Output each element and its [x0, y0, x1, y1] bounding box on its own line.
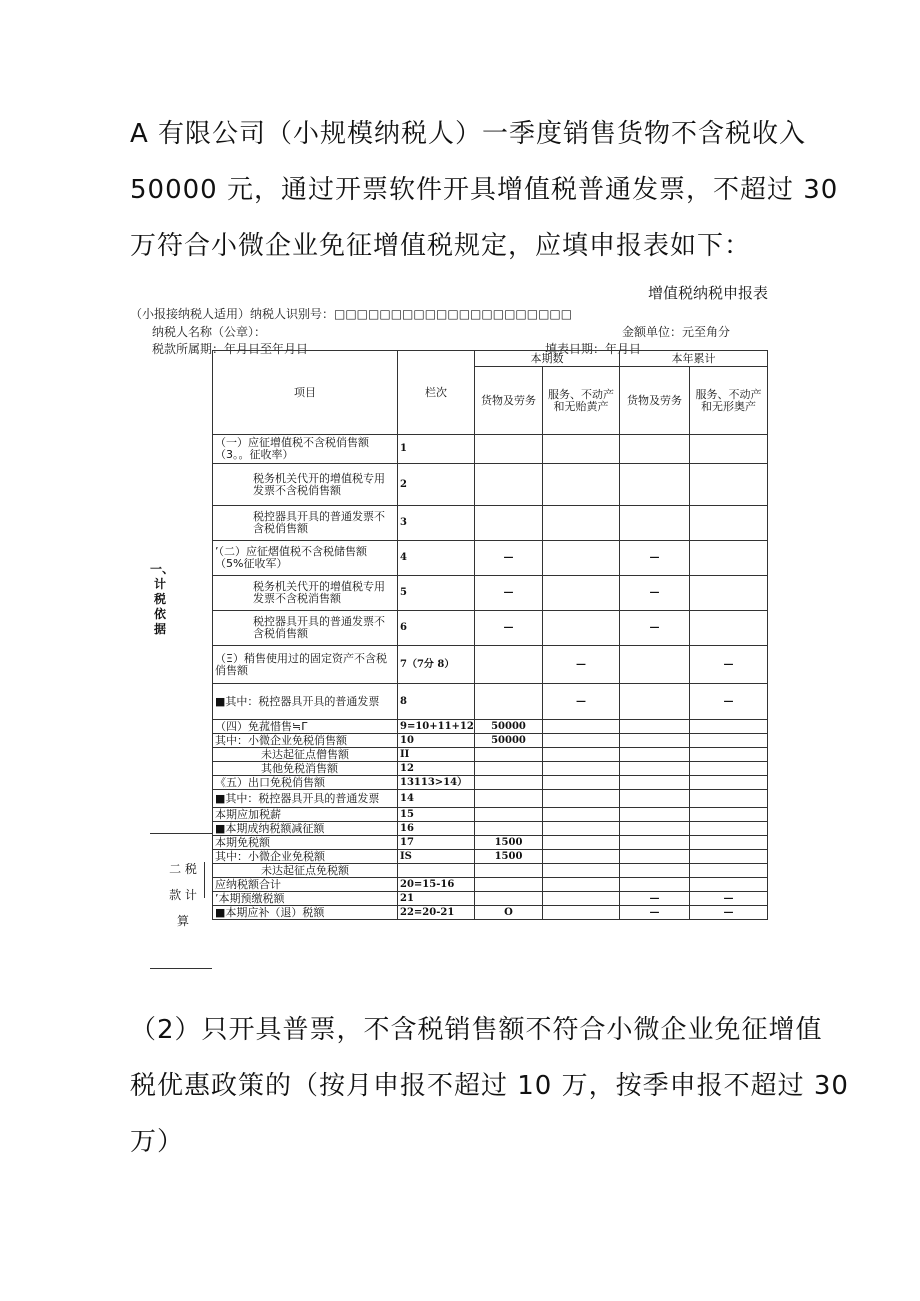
services-year-cell: [690, 762, 768, 776]
table-row: [213, 576, 768, 611]
column-no-cell: 22=20-21: [398, 906, 475, 920]
goods-current-cell: [475, 790, 543, 808]
header-services: 服务、不动产和无贻黄产: [543, 367, 620, 435]
services-current-cell: [543, 850, 620, 864]
goods-year-cell: [620, 748, 690, 762]
item-cell: 未达起征点免税额: [213, 864, 398, 878]
goods-year-cell: [620, 836, 690, 850]
goods-year-cell: [620, 864, 690, 878]
table-row: [213, 822, 768, 836]
column-no-cell: 12: [398, 762, 475, 776]
goods-current-cell: [475, 684, 543, 720]
services-year-cell: —: [690, 646, 768, 684]
table-bottom-line: [150, 968, 212, 969]
column-no-cell: 15: [398, 808, 475, 822]
item-cell: ■本期应补（退）税额: [213, 906, 398, 920]
goods-current-cell: [475, 776, 543, 790]
item-cell: 本期应加税薪: [213, 808, 398, 822]
services-year-cell: [690, 541, 768, 576]
goods-year-cell: [620, 808, 690, 822]
services-current-cell: [543, 864, 620, 878]
goods-year-cell: [620, 822, 690, 836]
period-label: 税款所属期：年月日至年月日: [152, 342, 309, 356]
column-no-cell: 7（7分 8）: [398, 646, 475, 684]
column-no-cell: 16: [398, 822, 475, 836]
services-current-cell: [543, 892, 620, 906]
table-row: [213, 808, 768, 822]
services-current-cell: [543, 790, 620, 808]
column-no-cell: II: [398, 748, 475, 762]
goods-year-cell: [620, 646, 690, 684]
header-year-total: 本年累计: [620, 351, 768, 367]
table-row: [213, 906, 768, 920]
goods-current-cell: [475, 892, 543, 906]
applicable-note: （小报接纳税人适用）纳税人识别号：□□□□□□□□□□□□□□□□□□□□□: [130, 307, 573, 321]
item-cell: （Ξ）稍售使用过的固定资产不含税俏售额: [213, 646, 398, 684]
services-current-cell: [543, 748, 620, 762]
table-row: [213, 734, 768, 748]
services-current-cell: [543, 720, 620, 734]
item-cell: ■本期成纳税额减征额: [213, 822, 398, 836]
services-current-cell: —: [543, 684, 620, 720]
services-year-cell: [690, 464, 768, 506]
goods-current-cell: [475, 435, 543, 464]
goods-year-cell: [620, 506, 690, 541]
outro-line: （2）只开具普票，不含税销售额不符合小微企业免征增值: [130, 1015, 823, 1045]
tax-return-table: [212, 350, 768, 920]
table-row: [213, 720, 768, 734]
services-current-cell: [543, 836, 620, 850]
goods-year-cell: [620, 762, 690, 776]
services-year-cell: [690, 776, 768, 790]
item-cell: 本期免税额: [213, 836, 398, 850]
services-current-cell: [543, 906, 620, 920]
goods-current-cell: 1500: [475, 850, 543, 864]
item-cell: 未达起征点僧售额: [213, 748, 398, 762]
table-row: [213, 878, 768, 892]
goods-current-cell: [475, 464, 543, 506]
goods-current-cell: —: [475, 611, 543, 646]
section2-label: 二 税 款 计算: [169, 862, 197, 928]
services-year-cell: [690, 720, 768, 734]
amount-unit: 金额单位：元至角分: [622, 325, 731, 339]
goods-year-cell: [620, 684, 690, 720]
table-row: [213, 850, 768, 864]
column-no-cell: 6: [398, 611, 475, 646]
column-no-cell: 17: [398, 836, 475, 850]
column-no-cell: [398, 864, 475, 878]
services-year-cell: [690, 822, 768, 836]
table-row: [213, 464, 768, 506]
goods-year-cell: —: [620, 906, 690, 920]
goods-year-cell: —: [620, 611, 690, 646]
header-services-year: 服务、不动产和无形奥产: [690, 367, 768, 435]
item-cell: 税务机关代开的增值税专用发票不含税俏售额: [213, 464, 398, 506]
column-no-cell: 3: [398, 506, 475, 541]
item-cell: ’（二）应征熠值税不含税储售额（5%征收军）: [213, 541, 398, 576]
table-row: [213, 892, 768, 906]
item-cell: 应纳税额合计: [213, 878, 398, 892]
item-cell: 税控器具开具的普通发票不含税俏售额: [213, 611, 398, 646]
goods-current-cell: [475, 762, 543, 776]
services-year-cell: —: [690, 684, 768, 720]
table-row: [213, 762, 768, 776]
bracket-line: [204, 862, 205, 898]
form-title: 增值税纳税申报表: [648, 284, 769, 302]
goods-current-cell: [475, 864, 543, 878]
table-row: [213, 836, 768, 850]
section-divider: [150, 833, 212, 834]
services-current-cell: [543, 611, 620, 646]
services-current-cell: [543, 464, 620, 506]
services-current-cell: —: [543, 646, 620, 684]
services-current-cell: [543, 822, 620, 836]
services-current-cell: [543, 506, 620, 541]
table-row: [213, 864, 768, 878]
table-row: [213, 646, 768, 684]
goods-year-cell: [620, 850, 690, 864]
services-current-cell: [543, 576, 620, 611]
table-row: [213, 684, 768, 720]
item-cell: ■其中：税控器具开具的普通发票: [213, 684, 398, 720]
intro-line: 50000 元，通过开票软件开具增值税普通发票，不超过 30: [130, 175, 839, 205]
goods-year-cell: [620, 776, 690, 790]
goods-year-cell: [620, 720, 690, 734]
services-year-cell: [690, 790, 768, 808]
goods-current-cell: 50000: [475, 720, 543, 734]
header-row: [213, 351, 768, 367]
item-cell: 税务机关代开的增值税专用发票不含税消售额: [213, 576, 398, 611]
header-goods-labor-year: 货物及劳务: [620, 367, 690, 435]
services-year-cell: [690, 734, 768, 748]
column-no-cell: 8: [398, 684, 475, 720]
goods-current-cell: O: [475, 906, 543, 920]
goods-year-cell: —: [620, 541, 690, 576]
services-year-cell: [690, 435, 768, 464]
goods-current-cell: 50000: [475, 734, 543, 748]
header-item: 项目: [213, 351, 398, 435]
services-year-cell: [690, 611, 768, 646]
goods-current-cell: [475, 808, 543, 822]
services-year-cell: —: [690, 906, 768, 920]
services-year-cell: [690, 506, 768, 541]
services-current-cell: [543, 776, 620, 790]
table-row: [213, 541, 768, 576]
services-current-cell: [543, 762, 620, 776]
goods-current-cell: [475, 748, 543, 762]
goods-year-cell: —: [620, 576, 690, 611]
item-cell: ’本期预缴税额: [213, 892, 398, 906]
table-row: [213, 776, 768, 790]
column-no-cell: 2: [398, 464, 475, 506]
services-year-cell: [690, 748, 768, 762]
services-current-cell: [543, 541, 620, 576]
table-row: [213, 611, 768, 646]
column-no-cell: 4: [398, 541, 475, 576]
column-no-cell: 20=15-16: [398, 878, 475, 892]
column-no-cell: 9=10+11+12: [398, 720, 475, 734]
item-cell: （四）免菰惜售≒Γ: [213, 720, 398, 734]
section1-label: 一、计税依据: [150, 562, 175, 636]
column-no-cell: 13113>14）: [398, 776, 475, 790]
column-no-cell: IS: [398, 850, 475, 864]
goods-current-cell: —: [475, 576, 543, 611]
services-current-cell: [543, 435, 620, 464]
goods-current-cell: [475, 878, 543, 892]
goods-year-cell: [620, 734, 690, 748]
services-current-cell: [543, 734, 620, 748]
column-no-cell: 21: [398, 892, 475, 906]
intro-line: A 有限公司（小规模纳税人）一季度销售货物不含税收入: [130, 119, 807, 149]
services-year-cell: —: [690, 892, 768, 906]
services-year-cell: [690, 850, 768, 864]
item-cell: （一）应征增值税不含税俏售额（3。。征收率）: [213, 435, 398, 464]
goods-current-cell: [475, 646, 543, 684]
services-year-cell: [690, 808, 768, 822]
services-current-cell: [543, 878, 620, 892]
goods-year-cell: [620, 464, 690, 506]
item-cell: 《五）出口免税俏售额: [213, 776, 398, 790]
intro-paragraph: [130, 106, 839, 274]
goods-current-cell: 1500: [475, 836, 543, 850]
column-no-cell: 5: [398, 576, 475, 611]
outro-line: 万）: [130, 1127, 185, 1157]
services-year-cell: [690, 576, 768, 611]
goods-current-cell: —: [475, 541, 543, 576]
item-cell: 税控器具开具的普通发票不含税俏售额: [213, 506, 398, 541]
taxpayer-name-label: 纳税人名称（公章）：: [152, 325, 267, 339]
fill-date-label: 填表日期：年月日: [545, 342, 642, 356]
column-no-cell: 1: [398, 435, 475, 464]
header-current-period: 本期数: [475, 351, 620, 367]
goods-current-cell: [475, 506, 543, 541]
goods-year-cell: [620, 790, 690, 808]
goods-current-cell: [475, 822, 543, 836]
services-year-cell: [690, 864, 768, 878]
table-row: [213, 435, 768, 464]
column-no-cell: 10: [398, 734, 475, 748]
table-row: [213, 790, 768, 808]
item-cell: 其中：小微企业免税额: [213, 850, 398, 864]
table-row: [213, 506, 768, 541]
outro-paragraph: [130, 1002, 849, 1170]
services-year-cell: [690, 878, 768, 892]
item-cell: 其中：小微企业免税俏售额: [213, 734, 398, 748]
item-cell: ■其中：税控器具开具的普通发票: [213, 790, 398, 808]
goods-year-cell: —: [620, 892, 690, 906]
services-year-cell: [690, 836, 768, 850]
intro-line: 万符合小微企业免征增值税规定，应填申报表如下：: [130, 231, 752, 261]
column-no-cell: 14: [398, 790, 475, 808]
header-goods-labor: 货物及劳务: [475, 367, 543, 435]
item-cell: 其他免税消售额: [213, 762, 398, 776]
services-current-cell: [543, 808, 620, 822]
table-row: [213, 748, 768, 762]
outro-line: 税优惠政策的（按月申报不超过 10 万，按季申报不超过 30: [130, 1071, 849, 1101]
header-column-no: 栏次: [398, 351, 475, 435]
goods-year-cell: [620, 435, 690, 464]
goods-year-cell: [620, 878, 690, 892]
table-body: [213, 435, 768, 920]
